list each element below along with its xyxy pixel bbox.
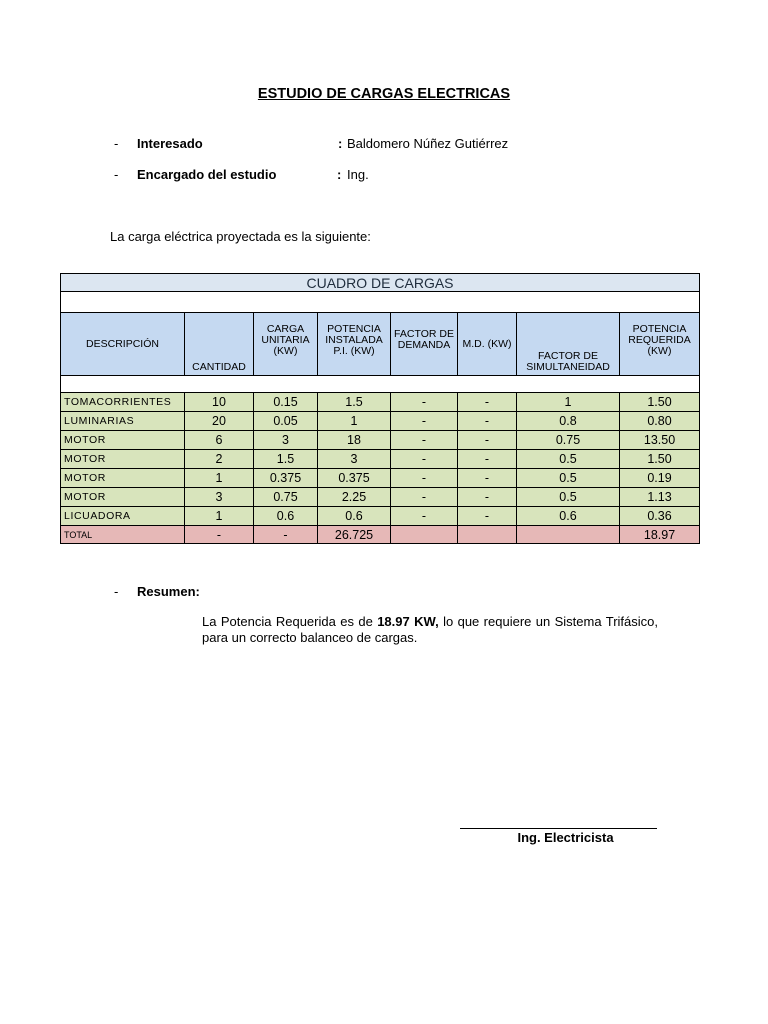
- table-row: [61, 469, 700, 488]
- total-cell: [517, 526, 620, 544]
- resumen-bullet: -: [114, 584, 119, 599]
- total-cell: [458, 526, 517, 544]
- row-cell: 0.5: [517, 469, 620, 488]
- field-bullet: -: [114, 167, 119, 182]
- total-cell: -: [185, 526, 254, 544]
- table-row: [61, 488, 700, 507]
- row-description: MOTOR: [61, 431, 185, 450]
- row-cell: -: [391, 488, 458, 507]
- row-cell: 0.15: [254, 393, 318, 412]
- table-row: [61, 431, 700, 450]
- row-cell: -: [458, 469, 517, 488]
- signature-label: Ing. Electricista: [517, 830, 614, 845]
- table-row: [61, 393, 700, 412]
- field-value-interesado: Baldomero Núñez Gutiérrez: [347, 136, 509, 151]
- header-cell: FACTOR DE DEMANDA: [391, 313, 458, 376]
- row-cell: 0.6: [517, 507, 620, 526]
- header-cell: CARGA UNITARIA (KW): [254, 313, 318, 376]
- header-row: [61, 313, 700, 376]
- row-cell: 20: [185, 412, 254, 431]
- total-cell: [391, 526, 458, 544]
- row-cell: 1.50: [620, 393, 700, 412]
- header-cell: POTENCIA REQUERIDA (KW): [620, 313, 700, 376]
- field-bullet: -: [114, 136, 119, 151]
- table-body: [61, 393, 700, 526]
- row-cell: 0.5: [517, 450, 620, 469]
- row-cell: 1.13: [620, 488, 700, 507]
- row-cell: -: [391, 431, 458, 450]
- header-cell: DESCRIPCIÓN: [61, 313, 185, 376]
- row-cell: -: [391, 450, 458, 469]
- row-cell: 0.375: [254, 469, 318, 488]
- field-colon: :: [338, 136, 343, 151]
- row-cell: 0.8: [517, 412, 620, 431]
- row-description: TOMACORRIENTES: [61, 393, 185, 412]
- signature-line: [460, 828, 657, 829]
- row-cell: 13.50: [620, 431, 700, 450]
- blank-row: [61, 292, 700, 313]
- header-cell: POTENCIA INSTALADA P.I. (KW): [318, 313, 391, 376]
- row-cell: 18: [318, 431, 391, 450]
- header-cell: M.D. (KW): [458, 313, 517, 376]
- row-cell: 3: [185, 488, 254, 507]
- row-cell: 0.80: [620, 412, 700, 431]
- row-cell: 0.6: [254, 507, 318, 526]
- row-cell: 0.36: [620, 507, 700, 526]
- row-cell: -: [458, 412, 517, 431]
- resumen-text-before: La Potencia Requerida es de: [202, 614, 378, 629]
- resumen-paragraph: [202, 614, 658, 646]
- row-cell: 0.75: [254, 488, 318, 507]
- row-cell: 2: [185, 450, 254, 469]
- row-cell: 0.375: [318, 469, 391, 488]
- header-cell: FACTOR DE SIMULTANEIDAD: [517, 313, 620, 376]
- load-table: [60, 273, 700, 544]
- row-cell: 1: [318, 412, 391, 431]
- row-cell: 0.75: [517, 431, 620, 450]
- row-cell: 3: [318, 450, 391, 469]
- resumen-text-bold: 18.97 KW,: [377, 614, 439, 629]
- row-cell: 1.50: [620, 450, 700, 469]
- total-cell: 26.725: [318, 526, 391, 544]
- field-label-encargado: Encargado del estudio: [137, 167, 277, 182]
- field-label-interesado: Interesado: [137, 136, 203, 151]
- row-cell: 10: [185, 393, 254, 412]
- row-cell: -: [391, 412, 458, 431]
- row-cell: -: [458, 450, 517, 469]
- row-cell: -: [458, 393, 517, 412]
- row-description: LICUADORA: [61, 507, 185, 526]
- intro-text: La carga eléctrica proyectada es la siguiente:: [110, 229, 371, 244]
- resumen-label: Resumen:: [137, 584, 200, 599]
- row-cell: -: [391, 507, 458, 526]
- table-row: [61, 412, 700, 431]
- document-title: ESTUDIO DE CARGAS ELECTRICAS: [257, 86, 511, 102]
- row-cell: -: [458, 488, 517, 507]
- row-cell: 0.5: [517, 488, 620, 507]
- row-cell: 0.6: [318, 507, 391, 526]
- table-title: CUADRO DE CARGAS: [61, 274, 700, 292]
- row-cell: 1.5: [318, 393, 391, 412]
- row-description: LUMINARIAS: [61, 412, 185, 431]
- total-cell: -: [254, 526, 318, 544]
- row-description: MOTOR: [61, 450, 185, 469]
- row-cell: 0.05: [254, 412, 318, 431]
- row-description: MOTOR: [61, 488, 185, 507]
- row-cell: -: [458, 431, 517, 450]
- row-cell: -: [391, 469, 458, 488]
- row-cell: 1: [185, 507, 254, 526]
- header-cell: CANTIDAD: [185, 313, 254, 376]
- field-colon: :: [337, 167, 342, 182]
- row-cell: -: [458, 507, 517, 526]
- row-cell: -: [391, 393, 458, 412]
- field-value-encargado: Ing.: [347, 167, 369, 182]
- total-row: [61, 526, 700, 544]
- row-cell: 6: [185, 431, 254, 450]
- table-row: [61, 450, 700, 469]
- resumen-text-after: lo que requiere un Sistema Trifásico, para un correcto balanceo de cargas.: [202, 614, 658, 645]
- row-cell: 3: [254, 431, 318, 450]
- row-description: MOTOR: [61, 469, 185, 488]
- row-cell: 2.25: [318, 488, 391, 507]
- total-cell: 18.97: [620, 526, 700, 544]
- spacer-row: [61, 376, 700, 393]
- row-cell: 1: [185, 469, 254, 488]
- row-cell: 1: [517, 393, 620, 412]
- row-cell: 1.5: [254, 450, 318, 469]
- table-row: [61, 507, 700, 526]
- row-cell: 0.19: [620, 469, 700, 488]
- total-cell: TOTAL: [61, 526, 185, 544]
